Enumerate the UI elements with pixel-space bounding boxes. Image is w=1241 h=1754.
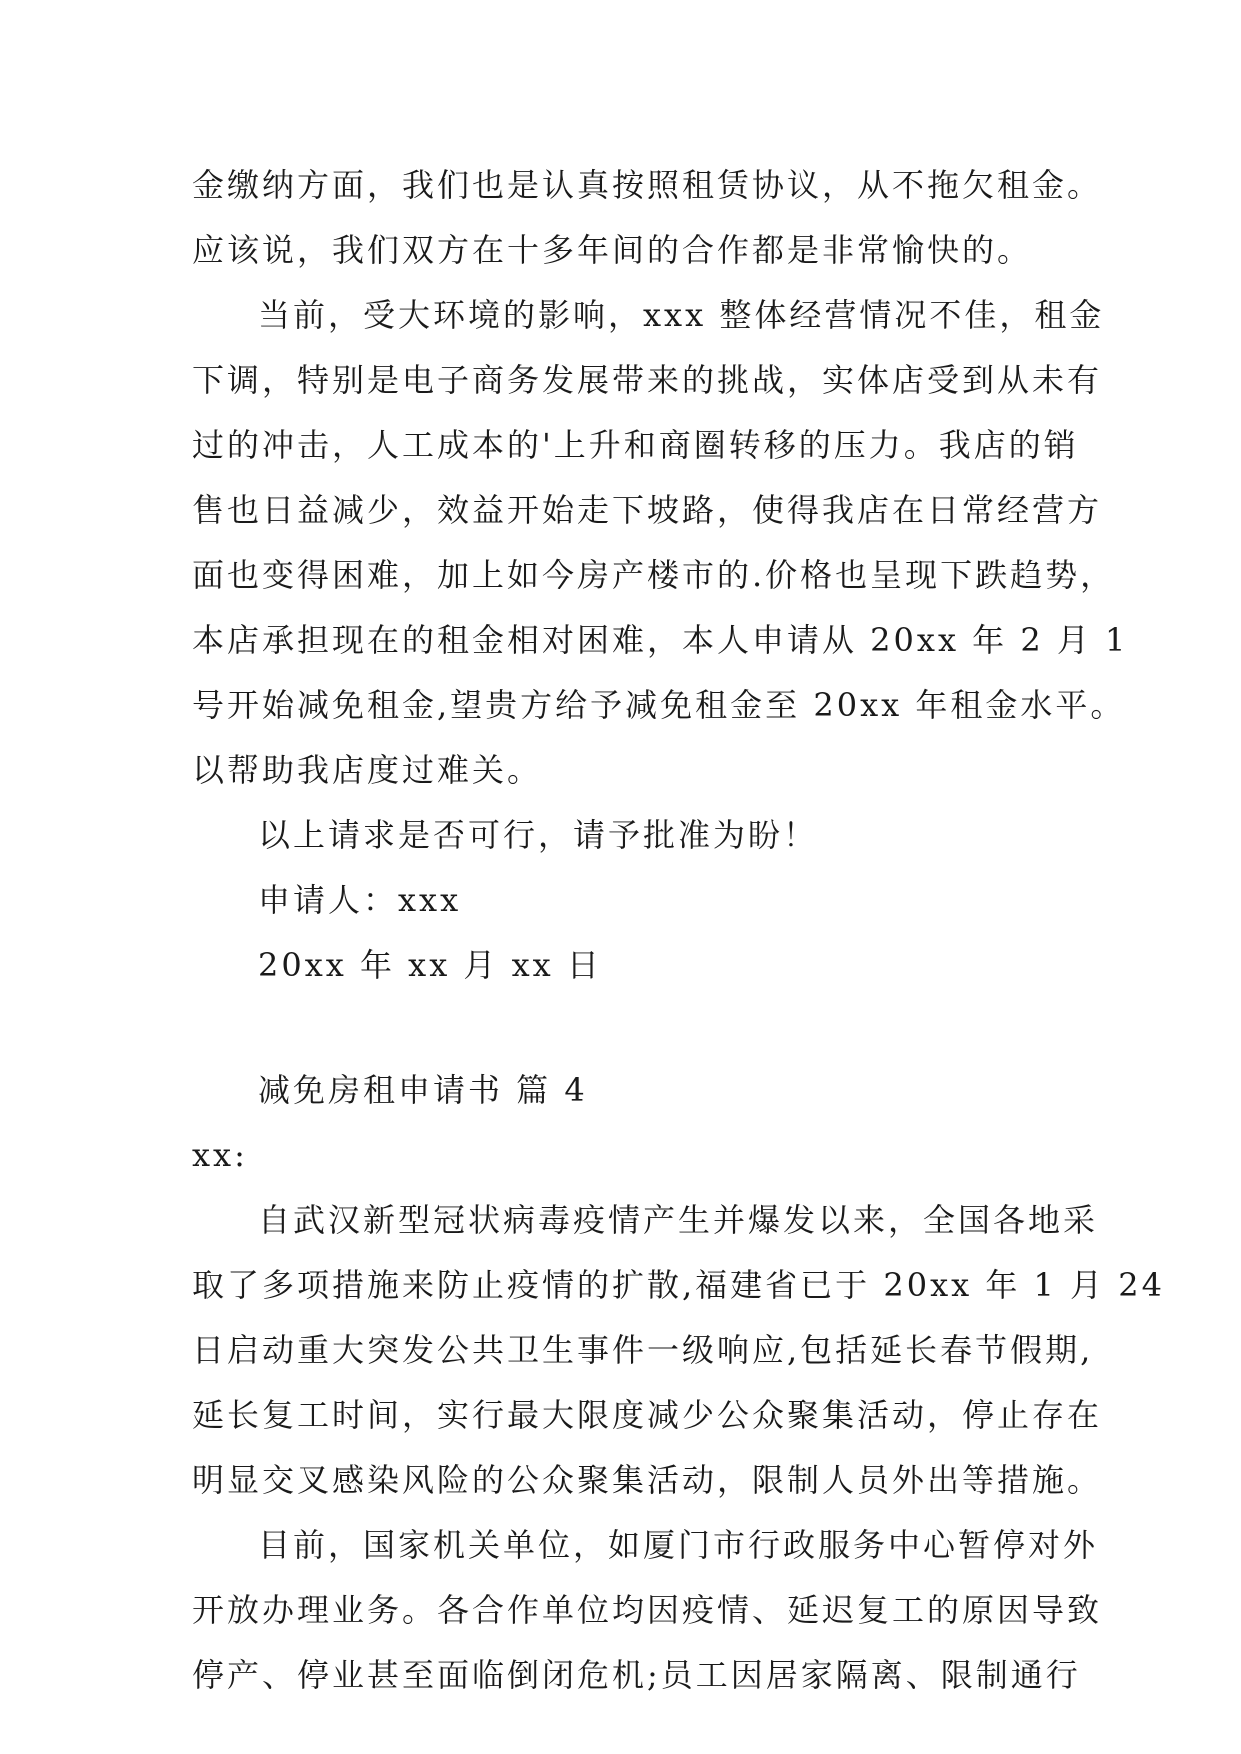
text-line: 号开始减免租金,望贵方给予减免租金至 20xx 年租金水平。 bbox=[192, 686, 1126, 724]
text-line: 以帮助我店度过难关。 bbox=[192, 751, 543, 789]
text-line: 明显交叉感染风险的公众聚集活动，限制人员外出等措施。 bbox=[192, 1461, 1103, 1499]
text-line: 本店承担现在的租金相对困难，本人申请从 20xx 年 2 月 1 bbox=[192, 621, 1129, 659]
salutation: xx: bbox=[192, 1136, 248, 1174]
text-line: 面也变得困难，加上如今房产楼市的.价格也呈现下跌趋势， bbox=[192, 556, 1116, 594]
text-line: 自武汉新型冠状病毒疫情产生并爆发以来，全国各地采 bbox=[258, 1201, 1099, 1239]
text-line: 取了多项措施来防止疫情的扩散,福建省已于 20xx 年 1 月 24 bbox=[192, 1266, 1165, 1304]
text-line: 过的冲击，人工成本的'上升和商圈转移的压力。我店的销 bbox=[192, 426, 1079, 464]
text-line: 停产、停业甚至面临倒闭危机;员工因居家隔离、限制通行 bbox=[192, 1656, 1081, 1694]
section-heading: 减免房租申请书 篇 4 bbox=[258, 1071, 588, 1109]
text-line: 延长复工时间，实行最大限度减少公众聚集活动，停止存在 bbox=[192, 1396, 1103, 1434]
text-line: 日启动重大突发公共卫生事件一级响应,包括延长春节假期, bbox=[192, 1331, 1094, 1369]
text-line: 售也日益减少，效益开始走下坡路，使得我店在日常经营方 bbox=[192, 491, 1103, 529]
text-line: 金缴纳方面，我们也是认真按照租赁协议，从不拖欠租金。 bbox=[192, 166, 1103, 204]
text-line: 应该说，我们双方在十多年间的合作都是非常愉快的。 bbox=[192, 231, 1033, 269]
date-line: 20xx 年 xx 月 xx 日 bbox=[258, 946, 602, 984]
text-line: 以上请求是否可行，请予批准为盼！ bbox=[258, 816, 819, 854]
text-line: 开放办理业务。各合作单位均因疫情、延迟复工的原因导致 bbox=[192, 1591, 1103, 1629]
text-line: 目前，国家机关单位，如厦门市行政服务中心暂停对外 bbox=[258, 1526, 1099, 1564]
signature-line: 申请人：xxx bbox=[258, 881, 462, 919]
text-line: 下调，特别是电子商务发展带来的挑战，实体店受到从未有 bbox=[192, 361, 1103, 399]
text-line: 当前，受大环境的影响，xxx 整体经营情况不佳，租金 bbox=[258, 296, 1105, 334]
